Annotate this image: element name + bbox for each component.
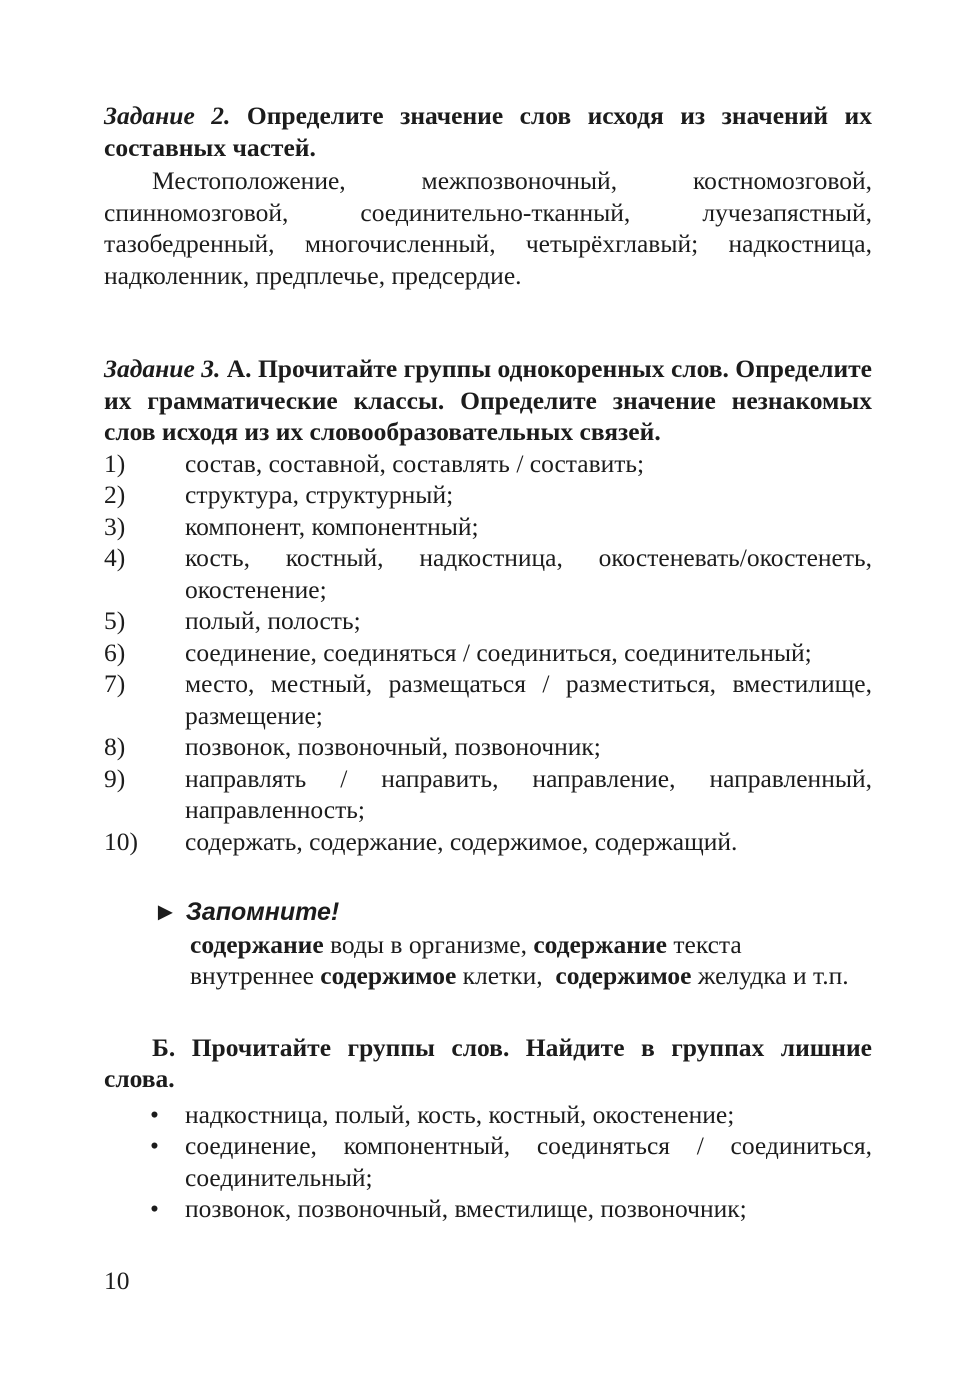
bold-term: содержимое <box>320 961 457 990</box>
task3-word-groups <box>104 448 872 858</box>
list-item <box>104 763 872 826</box>
item-text: позвонок, позвоночный, позвоночник; <box>185 732 601 761</box>
task2-body: Местоположение, межпозвоночный, костномозговой, спинномозговой, соединительно-тканный, лучезапястный, тазобедренный, многочисленный, четырёхглавый; надкостница, надколенник, предплечье, предсердие. <box>104 166 872 290</box>
task2-lead: Задание 2. <box>104 101 231 130</box>
item-number: 5) <box>104 606 126 635</box>
example-text: воды в организме, <box>323 929 534 959</box>
item-number: 10) <box>104 826 138 856</box>
task2-heading <box>104 100 872 163</box>
remember-box <box>104 897 872 992</box>
example-text: текста <box>667 929 742 959</box>
page-content <box>104 100 872 1225</box>
item-number: 8) <box>104 732 126 761</box>
item-number: 4) <box>104 543 126 572</box>
list-item <box>104 605 872 637</box>
remember-heading <box>104 897 872 929</box>
item-text: компонент, компонентный; <box>185 511 479 541</box>
item-text: содержать, содержание, содержимое, содержащий. <box>185 826 738 856</box>
bullet-icon: • <box>150 1131 159 1160</box>
task3-lead: Задание 3. <box>104 354 221 383</box>
item-number: 6) <box>104 637 126 667</box>
list-item <box>104 511 872 543</box>
item-number: 3) <box>104 511 126 541</box>
item-text: соединение, соединяться / соединиться, соединительный; <box>185 637 812 667</box>
list-item <box>104 448 872 480</box>
arrow-icon: ► <box>153 898 178 926</box>
item-number: 7) <box>104 669 126 698</box>
page-number: 10 <box>104 1266 130 1295</box>
bold-term: содержание <box>533 929 668 959</box>
bullet-icon: • <box>150 1099 159 1129</box>
partb-word-groups <box>104 1099 872 1225</box>
bold-term: содержание <box>190 929 324 959</box>
example-text: желудка и т.п. <box>691 961 849 990</box>
item-text: соединение, компонентный, соединяться / соединиться, соединительный; <box>185 1131 872 1192</box>
item-text: позвонок, позвоночный, вместилище, позвоночник; <box>185 1194 747 1223</box>
list-item <box>104 826 872 858</box>
example-text: клетки, <box>456 961 556 990</box>
list-item <box>104 1130 872 1193</box>
item-number: 9) <box>104 763 126 793</box>
partb-heading: Б. Прочитайте группы слов. Найдите в группах лишние слова. <box>104 1032 872 1093</box>
example-text: внутреннее <box>190 961 321 990</box>
item-text: кость, костный, надкостница, окостеневать/окостенеть, окостенение; <box>185 543 872 604</box>
item-text: надкостница, полый, кость, костный, окостенение; <box>185 1099 735 1129</box>
bold-term: содержимое <box>555 961 692 990</box>
item-text: структура, структурный; <box>185 480 454 509</box>
task3-heading <box>104 353 872 448</box>
item-number: 2) <box>104 480 126 509</box>
list-item <box>104 668 872 731</box>
task2-instruction: Определите значение слов исходя из значений их составных частей. <box>104 101 872 162</box>
remember-example-2 <box>104 960 872 992</box>
list-item <box>104 1193 872 1225</box>
item-text: направлять / направить, направление, направленный, направленность; <box>185 763 872 824</box>
item-number: 1) <box>104 448 126 478</box>
list-item <box>104 731 872 763</box>
list-item <box>104 479 872 511</box>
bullet-icon: • <box>150 1194 159 1223</box>
remember-example-1 <box>104 929 872 961</box>
item-text: состав, составной, составлять / составить; <box>185 448 645 478</box>
item-text: полый, полость; <box>185 606 361 635</box>
list-item <box>104 542 872 605</box>
item-text: место, местный, размещаться / разместиться, вместилище, размещение; <box>185 669 872 730</box>
remember-title: Запомните! <box>185 898 340 926</box>
list-item <box>104 637 872 669</box>
list-item <box>104 1099 872 1131</box>
task3-instruction: А. Прочитайте группы однокоренных слов. Определите их грамматические классы. Определите значение незнакомых слов исходя из их словообразовательных связей. <box>104 354 873 446</box>
